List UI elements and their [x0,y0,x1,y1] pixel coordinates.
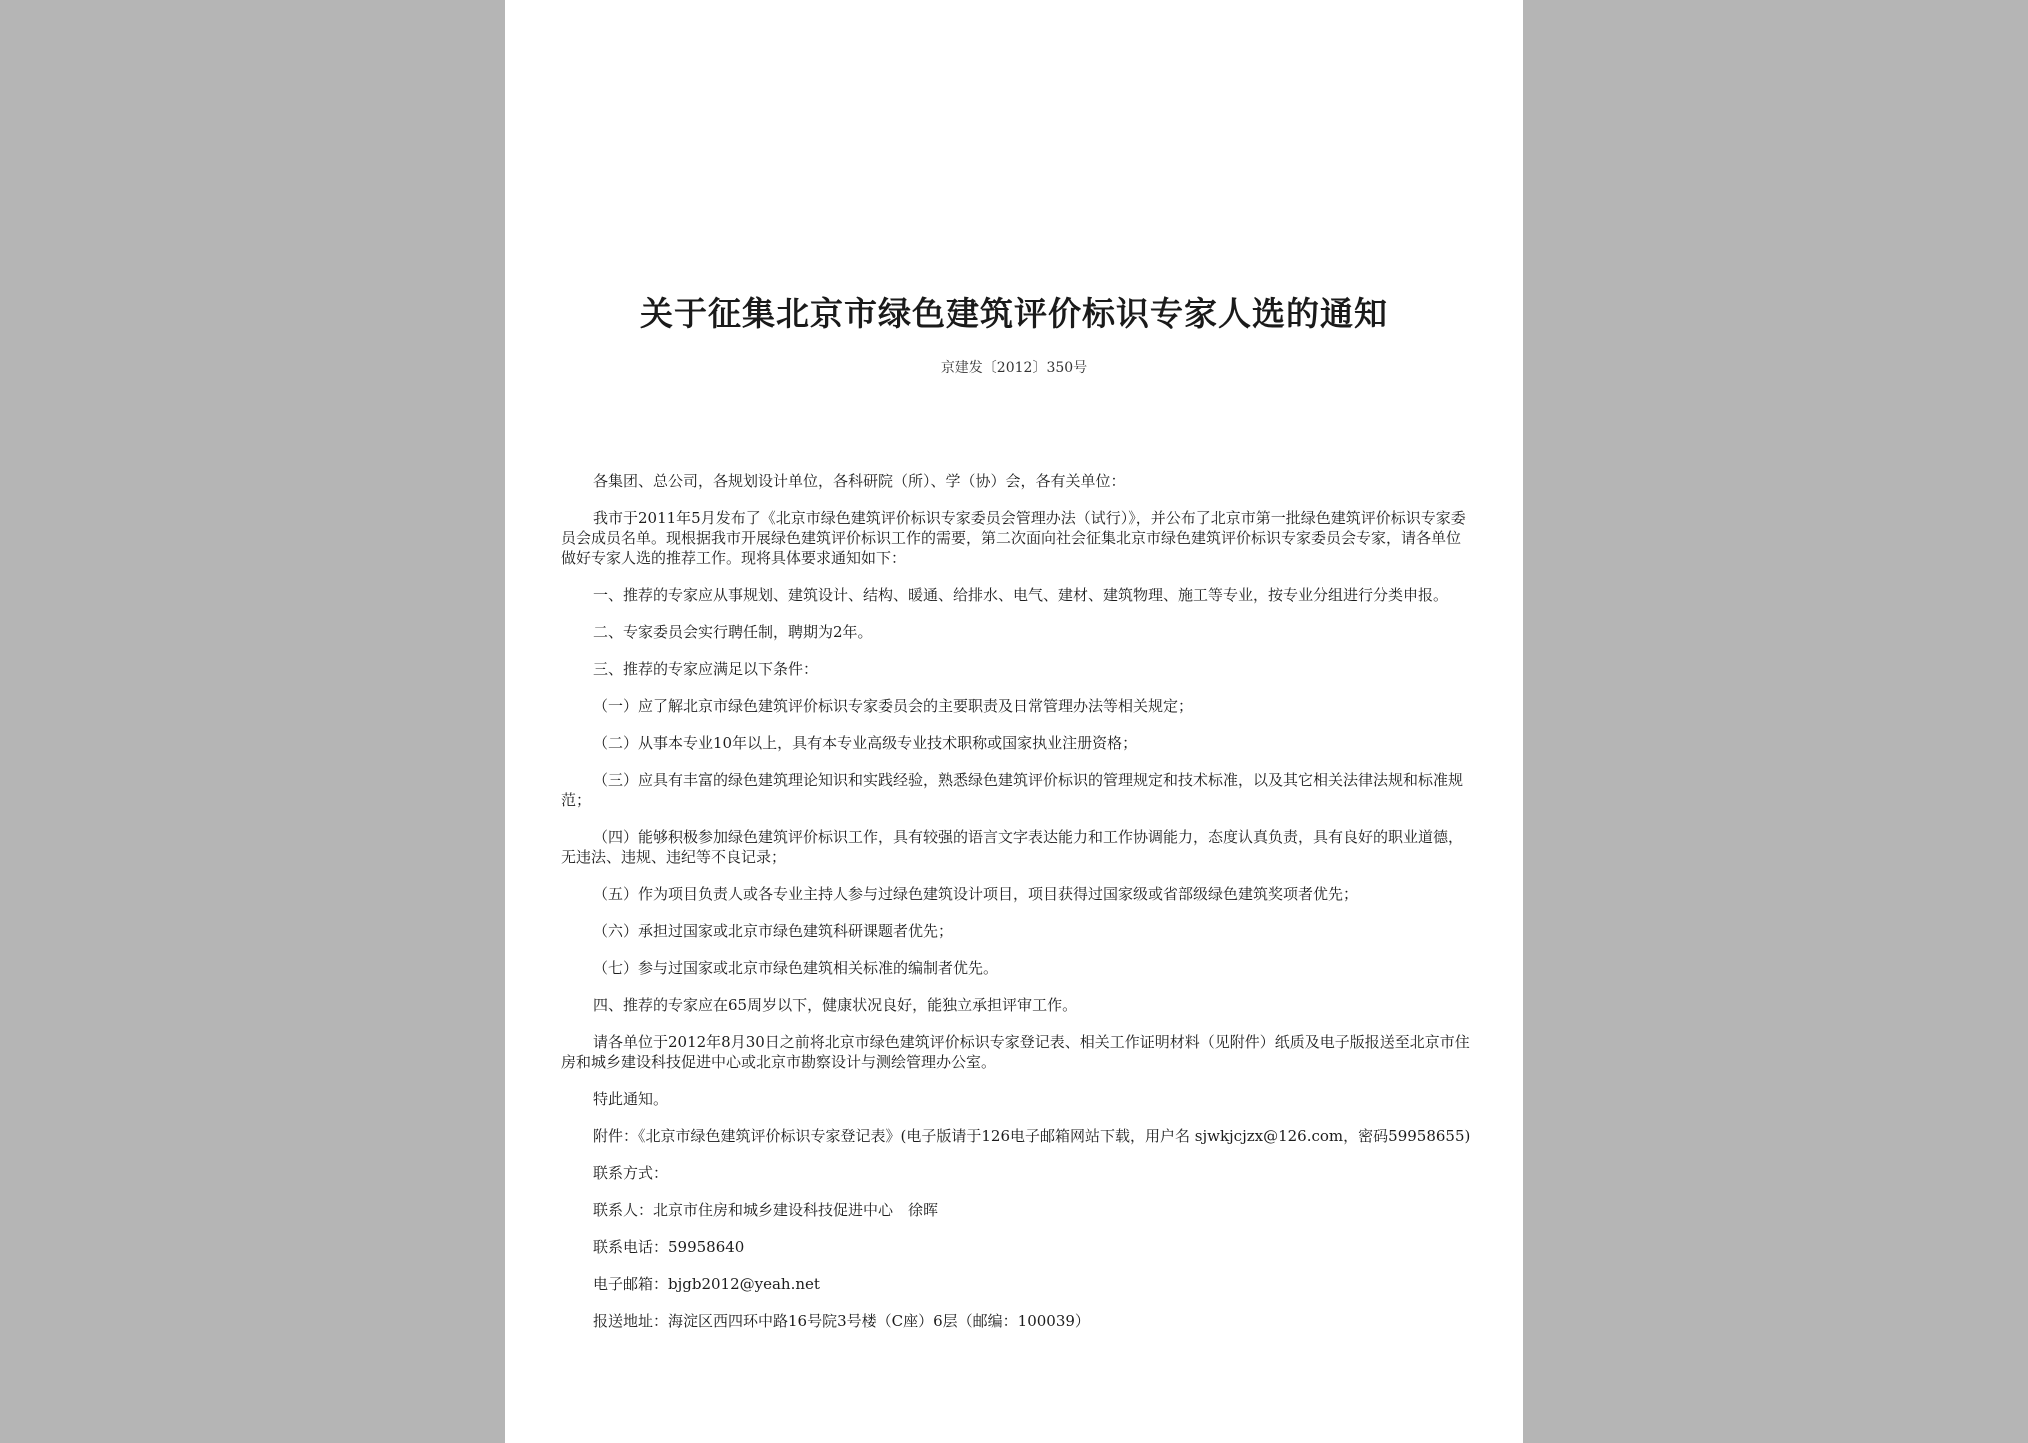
contact-person: 联系人：北京市住房和城乡建设科技促进中心 徐晖 [593,1201,939,1219]
item-1-paragraph: 一、推荐的专家应从事规划、建筑设计、结构、暖通、给排水、电气、建材、建筑物理、施工等专业，按专业分组进行分类申报。 [593,586,1449,604]
contact-email: 电子邮箱：bjgb2012@yeah.net [593,1275,820,1293]
condition-2-paragraph: （二）从事本专业10年以上，具有本专业高级专业技术职称或国家执业注册资格； [593,734,1138,752]
condition-4-paragraph: （四）能够积极参加绿色建筑评价标识工作，具有较强的语言文字表达能力和工作协调能力，态度认真负责，具有良好的职业道德，无违法、违规、违纪等不良记录； [561,828,1464,866]
item-3-paragraph: 三、推荐的专家应满足以下条件： [593,660,819,678]
submission-paragraph: 请各单位于2012年8月30日之前将北京市绿色建筑评价标识专家登记表、相关工作证明材料（见附件）纸质及电子版报送至北京市住房和城乡建设科技促进中心或北京市勘察设计与测绘管理办公室。 [561,1033,1470,1071]
condition-7-paragraph: （七）参与过国家或北京市绿色建筑相关标准的编制者优先。 [593,959,999,977]
attachment-paragraph: 附件：《北京市绿色建筑评价标识专家登记表》(电子版请于126电子邮箱网站下载，用户名 sjwkjcjzx@126.com，密码59958655) [593,1127,1471,1145]
salutation: 各集团、总公司，各规划设计单位，各科研院（所）、学（协）会，各有关单位： [593,472,1126,490]
condition-1-paragraph: （一）应了解北京市绿色建筑评价标识专家委员会的主要职责及日常管理办法等相关规定； [593,697,1194,715]
contact-heading: 联系方式： [593,1164,669,1182]
item-2-paragraph: 二、专家委员会实行聘任制，聘期为2年。 [593,623,873,641]
contact-phone: 联系电话：59958640 [593,1238,745,1256]
intro-paragraph: 我市于2011年5月发布了《北京市绿色建筑评价标识专家委员会管理办法（试行）》，并公布了北京市第一批绿色建筑评价标识专家委员会成员名单。现根据我市开展绿色建筑评价标识工作的需要，第二次面向社会征集北京市绿色建筑评价标识专家委员会专家，请各单位做好专家人选的推荐工作。现将具体要求通知如下： [561,509,1466,567]
document-body [561,471,1471,1348]
document-page [505,0,1523,1443]
contact-address: 报送地址：海淀区西四环中路16号院3号楼（C座）6层（邮编：100039） [593,1312,1090,1330]
closing-paragraph: 特此通知。 [593,1090,669,1108]
condition-3-paragraph: （三）应具有丰富的绿色建筑理论知识和实践经验，熟悉绿色建筑评价标识的管理规定和技术标准，以及其它相关法律法规和标准规范； [561,771,1464,809]
document-number: 京建发〔2012〕350号 [940,360,1088,376]
item-4-paragraph: 四、推荐的专家应在65周岁以下，健康状况良好，能独立承担评审工作。 [593,996,1078,1014]
document-title: 关于征集北京市绿色建筑评价标识专家人选的通知 [640,294,1388,333]
condition-5-paragraph: （五）作为项目负责人或各专业主持人参与过绿色建筑设计项目，项目获得过国家级或省部级绿色建筑奖项者优先； [593,885,1359,903]
condition-6-paragraph: （六）承担过国家或北京市绿色建筑科研课题者优先； [593,922,954,940]
